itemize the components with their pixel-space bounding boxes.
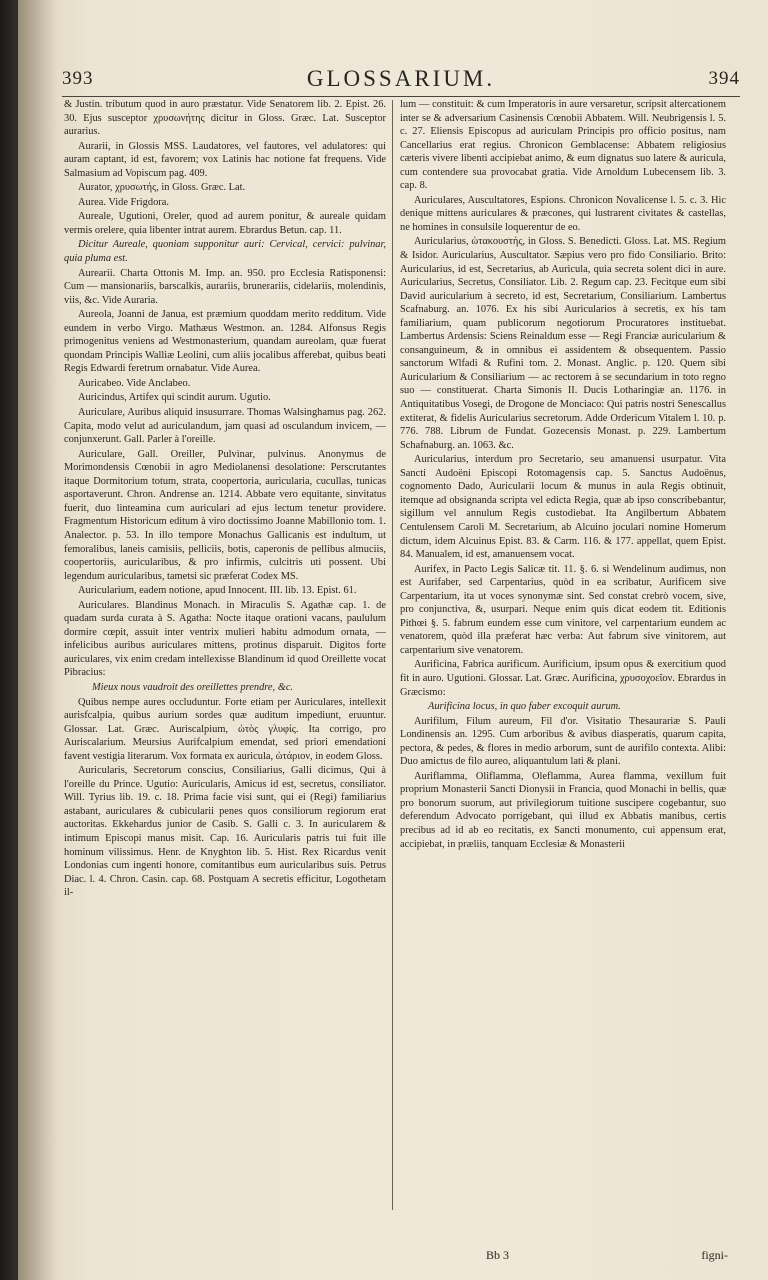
entry-paragraph: Auricabeo. Vide Anclabeo. — [78, 377, 191, 389]
entry-paragraph: Auricularis, Secretorum conscius, Consiliarius, Galli dicimus, Qui à l'oreille du Prince. Ugutio: Auricularis, Amicus id est, secretus, consiliator. Will. Tyrius lib. 19. c. 18. Prima facie visi sunt, qui ei (Regi) familiarius astabant, auriculares & cubicularii penes quos consiliorum regiorum erat auctoritas. Ekkehardus junior de Casib. S. Galli c. 3. In auricularem & intimum Episcopi manus misit. Cap. 16. Auricularis patris tui fuit ille hominum vilissimus. Henr. de Knyghton lib. 5. Hist. Rex Ricardus venit Londonias cum ingenti honore, comitantibus eum auricularibus suis. Petrus Diac. l. 4. Chron. Casin. cap. 68. Postquam A secretis efficitur, Logothetam il- — [64, 765, 386, 899]
entry-paragraph: Quibus nempe aures occluduntur. Forte etiam per Auriculares, intellexit aurisfcalpia, quibus aurium sordes quæ auditum impediunt, eruuntur. Glossar. Lat. Græc. Auriscalpium, ὠτὸς γλυφίς. Ita corrigo, pro Auriscalarium. Meursius Aurifcalpium emendat, sed priori emendationi favent vestigia literarum. Vox formata ex auricula, ὠτάριον, in eodem Gloss. — [64, 696, 386, 762]
entry-paragraph: Auriflamma, Oliflamma, Oleflamma, Aurea flamma, vexillum fuit proprium Monasterii Sancti Dionysii in Francia, quod Monachi in bellis, quæ pro bonorum suorum, aut privilegiorum tuitione suscipere cogebantur, suo deferendum Advocato porrigebant, quì illud ex Abbatis manibus, certis precibus ad id ab eo recitatis, ex Sancti monumento, cui appensum erat, accipiebat, in præliis, tanquam Ecclesiæ & Monasterii — [400, 770, 726, 850]
page-number-left: 393 — [62, 68, 94, 89]
entry-paragraph: Aurea. Vide Frigdora. — [78, 196, 169, 208]
entry-paragraph: Auriculare, Gall. Oreiller, Pulvinar, pulvinus. Anonymus de Morimondensis Cœnobii in agro Mediolanensi desolatione: Perscrutantes itaque Dormitorium totum, strata, coopertoria, auricularia, cucullas, tunicas asportaverunt. Chron. Andrense an. 1214. Abbate vero equitante, sinvitatus fuerit, duo linteamina cum auriculari ad ejus lectum tenetur providere. Fragmentum Historicum editum à viro doctissimo Joanne Mabillonio tom. 1. Analector. p. 53. In illo tempore Monachus Gallicanis est indultum, ut femoralibus, laneis camisiis, pelliciis, botis, caperonis de pellibus almuciis, coopertoriis, auricularibus, & pro infirmis, culcitris uti possent. Ubi legendum auricularibus, tametsi sic præferat Codex MS. — [64, 448, 386, 582]
entry-paragraph: Aurearii. Charta Ottonis M. Imp. an. 950. pro Ecclesia Ratisponensi: Cum — mansionariis, barscalkis, aurariis, brunerariis, cidelariis, molendinis, viis, &c. Vide Auraria. — [64, 267, 386, 306]
entry-paragraph: & Justin. tributum quod in auro præstatur. Vide Senatorem lib. 2. Epist. 26. 30. Ejus susceptor χρυσωνήτης dicitur in Gloss. Græc. Lat. Susceptor aurarius. — [64, 99, 386, 138]
page-header — [62, 66, 740, 97]
verse-quote: Dicitur Aureale, quoniam supponitur auri: Cervical, cervici: pulvinar, quia pluma est. — [64, 239, 386, 265]
left-column — [64, 98, 386, 1218]
catchword: figni- — [701, 1248, 728, 1262]
entry-paragraph: Aurifilum, Filum aureum, Fil d'or. Visitatio Thesaurariæ S. Pauli Londinensis an. 1295. Cum arboribus & avibus diasperatis, quarum capita, pectora, & pedes, & flores in medio arborum, sunt de aurifilo contexta. Alibi: Duo amictus de filo aureo, aliquantulum lati & plani. — [400, 715, 726, 768]
signature-mark: Bb 3 — [486, 1248, 510, 1262]
right-column — [400, 98, 726, 1218]
entry-paragraph: Aurator, χρυσωτής, in Gloss. Græc. Lat. — [78, 182, 246, 194]
entry-paragraph: Auricularium, eadem notione, apud Innocent. III. lib. 13. Epist. 61. — [78, 585, 357, 597]
page-footer — [406, 1248, 728, 1268]
book-page — [18, 0, 768, 1280]
entry-paragraph: lum — constituit: & cum Imperatoris in aure versaretur, scripsit altercationem inter se & adversarium Casinensis Cœnobii Abbatem. Will. Neubrigensis l. 5. c. 27. Eliensis Episcopus ad auriculam Principis pro officio positus, nam Cancellarius erat regius. Chronicon Gemblacense: Abbatem religiosius cæteris vivere libenti accipiebat animo, & eum dignatus suo latere & auricula, cum contendere sua provocabat gratia. Vide Arnoldum Lubecensem lib. 3. cap. 8. — [400, 99, 726, 192]
entry-paragraph: Aureale, Ugutioni, Oreler, quod ad aurem ponitur, & aureale quidam vermis orelere, quia libenter intrat aurem. Ebrardus Betun. cap. 11. — [64, 211, 386, 236]
entry-paragraph: Auriculare, Auribus aliquid insusurrare. Thomas Walsinghamus pag. 262. Capita, modo velut ad auriculandum, jam quasi ad osculandum invicem, — conjunxerunt. Gall. Parler à l'oreille. — [64, 407, 386, 446]
entry-paragraph: Aureola, Joanni de Janua, est præmium quoddam merito redditum. Vide eundem in verbo Virgo. Mathæus Westmon. an. 1284. Alfonsus Regis primogenitus veniens ad Westmonasterium, quandam aureolam, quæ fuerat quondam Principis Walliæ Leolini, cum aliis jocalibus afferebat, quibus beati Regis Edwardi feretrum ornabatur. Vide Aurea. — [64, 309, 386, 375]
page-number-right: 394 — [708, 68, 740, 89]
entry-paragraph: Auricularius, interdum pro Secretario, seu amanuensi usurpatur. Vita Sancti Audoëni Episcopi Rotomagensis cap. 5. Sanctus Audoënus, cognomento Dado, Auricularii locum & munus in aula Regis obtinuit, itemque ad obsignanda scripta vel edicta Regia, quæ ab ipso conscribebantur, sigillum vel annulum Regis custodiebat. Ita Angilbertum Abbatem Centulensem Caroli M. Secretarium, ab Alcuino joculari nomine Homerum dictum, idem Alcuinus Epist. 83. & Carm. 116. & 177. appellat, quem Epist. 84. Manualem, id est, amanuensem vocat. — [400, 454, 726, 561]
entry-paragraph: Auricularius, ὠτακουστής, in Gloss. S. Benedicti. Gloss. Lat. MS. Regium & Isidor. Auricularius, Auscultator. Sæpius vero pro fido Consiliario. Brito: Auricularius, id est, Secretarius, ab Auricula, quia secreta solent dici in aure. Auricularius, Secretus, Consiliator. Lib. 2. Regum cap. 23. Fecitque eum sibi David auricularium à secreto, id est, Secretarium, Consiliarium. Lambertus Scafnaburg. an. 1076. Ex his sibi Auricularios à secretis, ex his tam familiarium, quam publicorum negotiorum Procuratores instituebat. Lambertus Ardensis: Sciens Reinaldum esse — Regi Franciæ auricularium & consanguineum, & in omnibus ei assidentem & obsequentem. Passio sanctorum Wlfadi & Rufini tom. 2. Monast. Anglic. p. 120. Quem sibi Auricularium & Consiliarium — ac rectorem à se secundarium in toto regno suo — constituerat. Charta Simonis II. Ducis Lotharingiæ an. 1176. in Antiquitatibus Vosegi, de Drogone de Monciaco: Qui patris nostri Senescallus extiterat, & fidelis Auricularius secretorum. Adde Ordericum Vitalem l. 10. p. 776. 788. Librum de Fundat. Gozecensis Monast. p. 229. Lambertum Schafnaburg. an. 1063. &c. — [400, 236, 726, 451]
entry-paragraph: Auriculares. Blandinus Monach. in Miraculis S. Agathæ cap. 1. de quadam surda curata à S. Agatha: Nocte itaque orationi vacans, paululum dormire cœpit, assuit inter ventrix mulieri habitu admodum ornata, — infelicibus auribus auriculares mittens, protinus disparuit. Digitos forte auriculares, vix enim credam intellexisse Blandinum id quod Oreillette vocat Pibracius: — [64, 599, 386, 679]
entry-paragraph: Auriculares, Auscultatores, Espions. Chronicon Novalicense l. 5. c. 3. Hic denique mittens auriculares & præcones, qui lustrarent civitates & castellas, ne homines in consulsile loquerentur de eo. — [400, 194, 726, 233]
running-title: GLOSSARIUM. — [306, 66, 496, 91]
verse-quote: Aurificina locus, in quo faber excoquit aurum. — [428, 701, 621, 713]
column-divider — [392, 100, 393, 1210]
entry-paragraph: Aurarii, in Glossis MSS. Laudatores, vel fautores, vel adulatores: qui auram captant, id est, favorem; vox Latinis hac notione fat frequens. Vide Salmasium ad Vopiscum pag. 409. — [64, 140, 386, 179]
entry-paragraph: Auricindus, Artifex qui scindit aurum. Ugutio. — [78, 392, 271, 404]
entry-paragraph: Aurificina, Fabrica aurificum. Aurificium, ipsum opus & exercitium quod fit in auro. Ugutioni. Glossar. Lat. Græc. Aurificina, χρυσοχοεῖον. Ebrardus in Græcismo: — [400, 659, 726, 698]
verse-quote: Mieux nous vaudroit des oreillettes prendre, &c. — [92, 681, 294, 693]
entry-paragraph: Aurifex, in Pacto Legis Salicæ tit. 11. §. 6. si Wendelinum audimus, non est Aurifaber, sed Carpentarius, quòd in ea scribatur, Aurificem sive Carpentarium, ita ut voces synonymæ sint. Sed constat crebrò vocem, sive, pro conjunctiva, &, usurpari. Neque enim quis dicat eodem tit. Editionis Pithœi §. 5. fabrum eundem esse cum vinitore, vel carpentarium eundem ac venatorem, quòd illa præferat hæc verba: Aut fabrum sive vinitorem, aut carpentarium sive venatorem. — [400, 563, 726, 656]
